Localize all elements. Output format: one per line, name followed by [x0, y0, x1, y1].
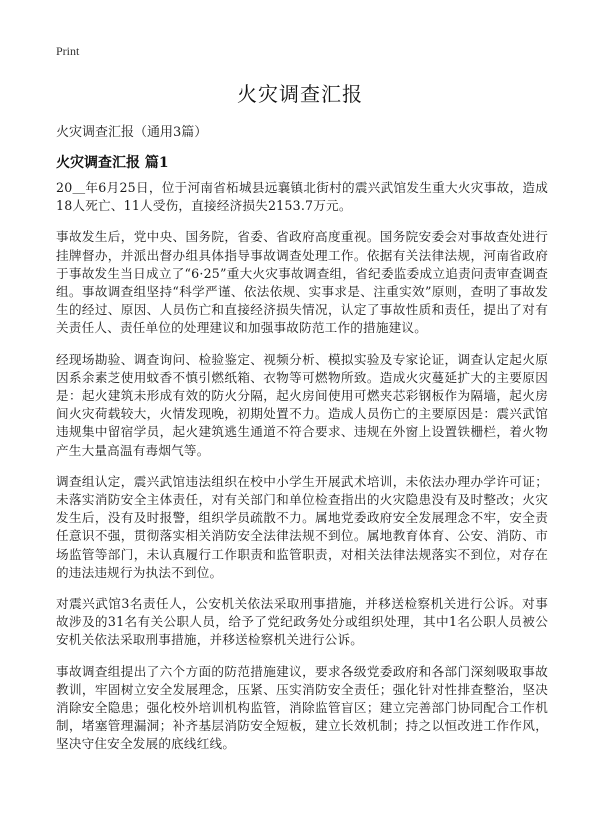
document-body — [56, 179, 548, 767]
paragraph-4: 调查组认定，震兴武馆违法组织在校中小学生开展武术培训，未依法办理办学许可证；未落实消防安全主体责任，对有关部门和单位检查指出的火灾隐患没有及时整改；火灾发生后，没有及时报警，组织学员疏散不力。属地党委政府安全发展理念不牢，安全责任意识不强，贯彻落实相关消防安全法律法规不到位。属地教育体育、公安、消防、市场监管等部门，未认真履行工作职责和监管职责，对相关法律法规落实不到位，对存在的违法违规行为执法不到位。 — [56, 473, 548, 580]
paragraph-1: 20＿年6月25日，位于河南省柘城县远襄镇北街村的震兴武馆发生重大火灾事故，造成18人死亡、11人受伤，直接经济损失2153.7万元。 — [56, 180, 548, 214]
document-subtitle: 火灾调查汇报（通用3篇） — [56, 125, 208, 140]
paragraph-6: 事故调查组提出了六个方面的防范措施建议，要求各级党委政府和各部门深刻吸取事故教训，牢固树立安全发展理念，压紧、压实消防安全责任；强化针对性排查整治，坚决消除安全隐患；强化校外培训机构监管，消除监管盲区；建立完善部门协同配合工作机制，堵塞管理漏洞；补齐基层消防安全短板，建立长效机制；持之以恒改进工作作风，坚决守住安全发展的底线红线。 — [56, 663, 548, 752]
paragraph-2: 事故发生后，党中央、国务院，省委、省政府高度重视。国务院安委会对事故查处进行挂牌督办，并派出督办组具体指导事故调查处理工作。依据有关法律法规，河南省政府于事故发生当日成立了“6·25”重大火灾事故调查组，省纪委监委成立追责问责审查调查组。事故调查组坚持“科学严谨、依法依规、实事求是、注重实效”原则，查明了事故发生的经过、原因、人员伤亡和直接经济损失情况，认定了事故性质和责任，提出了对有关责任人、责任单位的处理建议和加强事故防范工作的措施建议。 — [56, 229, 548, 336]
paragraph-3: 经现场勘验、调查询问、检验鉴定、视频分析、模拟实验及专家论证，调查认定起火原因系余素芝使用蚊香不慎引燃纸箱、衣物等可燃物所致。造成火灾蔓延扩大的主要原因是：起火建筑未形成有效的防火分隔，起火房间使用可燃夹芯彩钢板作为隔墙，起火房间火灾荷载较大，火情发现晚，初期处置不力。造成人员伤亡的主要原因是：震兴武馆违规集中留宿学员，起火建筑逃生通道不符合要求、违规在外窗上设置铁栅栏，着火物产生大量高温有毒烟气等。 — [56, 351, 548, 458]
paragraph-5: 对震兴武馆3名责任人，公安机关依法采取刑事措施，并移送检察机关进行公诉。对事故涉及的31名有关公职人员，给予了党纪政务处分或组织处理，其中1名公职人员被公安机关依法采取刑事措施，并移送检察机关进行公诉。 — [56, 596, 548, 648]
print-link[interactable]: Print — [56, 44, 80, 58]
page-title: 火灾调查汇报 — [237, 82, 363, 106]
section-heading: 火灾调查汇报 篇1 — [56, 155, 169, 171]
